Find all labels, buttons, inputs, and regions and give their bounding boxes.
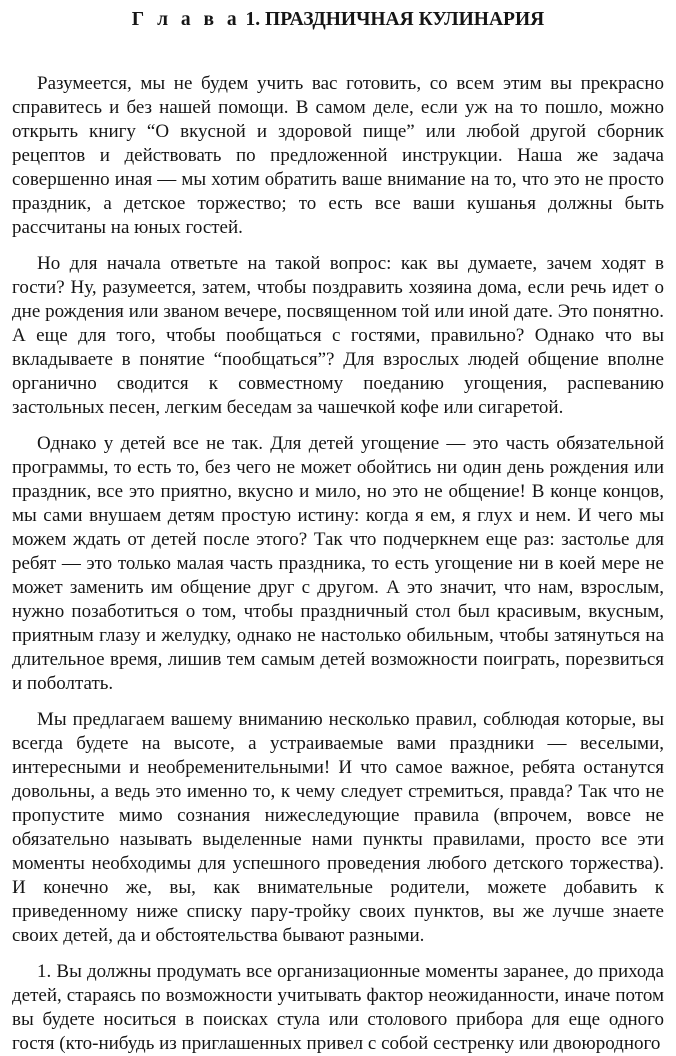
paragraph-4: Мы предлагаем вашему вниманию несколько правил, соблюдая которые, вы всегда будете на высоте, а устраиваемые вами праздники — веселыми, интересными и необременительными! И что самое важное, ребята останутся довольны, а ведь это именно то, к чему следует стремиться, правда? Так что не пропустите мимо сознания нижеследующие правила (впрочем, вовсе не обязательно называть выделенные нами пункты правилами, просто все эти моменты необходимы для успешного проведения любого детского торжества). И конечно же, вы, как внимательные родители, можете добавить к приведенному ниже списку пару-тройку своих пунктов, вы же лучше знаете своих детей, да и обстоятельства бывают разными.: [12, 709, 664, 946]
paragraph-5: 1. Вы должны продумать все организационные моменты заранее, до прихода детей, стараясь по возможности учитывать фактор неожиданности, иначе потом вы будете носиться в поисках стула или столового прибора для еще одного гостя (кто-нибудь из приглашенных привел с собой сестренку или двоюродного: [12, 961, 664, 1054]
paragraph-2: Но для начала ответьте на такой вопрос: как вы думаете, зачем ходят в гости? Ну, разумеется, затем, чтобы поздравить хозяина дома, если речь идет о дне рождения или званом вечере, посвященном той или иной дате. Это понятно. А еще для того, чтобы пообщаться с гостями, правильно? Однако что вы вкладываете в понятие “пообщаться”? Для взрослых людей общение вполне органично сводится к совместному поеданию угощения, распеванию застольных песен, легким беседам за чашечкой кофе или сигаретой.: [12, 253, 664, 418]
chapter-heading: [12, 8, 664, 32]
document-page: [12, 0, 664, 1056]
paragraph-1: Разумеется, мы не будем учить вас готовить, со всем этим вы прекрасно справитесь и без нашей помощи. В самом деле, если уж на то пошло, можно открыть книгу “О вкусной и здоровой пище” или любой другой сборник рецептов и действовать по предложенной инструкции. Наша же задача совершенно иная — мы хотим обратить ваше внимание на то, что это не просто праздник, а детское торжество; то есть все ваши кушанья должны быть рассчитаны на юных гостей.: [12, 73, 664, 238]
document-body: [12, 72, 664, 1056]
chapter-label: Г л а в а: [131, 9, 241, 30]
chapter-title: 1. ПРАЗДНИЧНАЯ КУЛИНАРИЯ: [245, 9, 545, 30]
paragraph-3: Однако у детей все не так. Для детей угощение — это часть обязательной программы, то есть то, без чего не может обойтись ни один день рождения или праздник, все это приятно, вкусно и мило, но это не общение! В конце концов, мы сами внушаем детям простую истину: когда я ем, я глух и нем. И чего мы можем ждать от детей после этого? Так что подчеркнем еще раз: застолье для ребят — это только малая часть праздника, то есть угощение ни в коей мере не может заменить им общение друг с другом. А это значит, что нам, взрослым, нужно позаботиться о том, чтобы праздничный стол был красивым, вкусным, приятным глазу и желудку, однако не настолько обильным, чтобы затянуться на длительное время, лишив тем самым детей возможности поиграть, порезвиться и поболтать.: [12, 433, 664, 694]
